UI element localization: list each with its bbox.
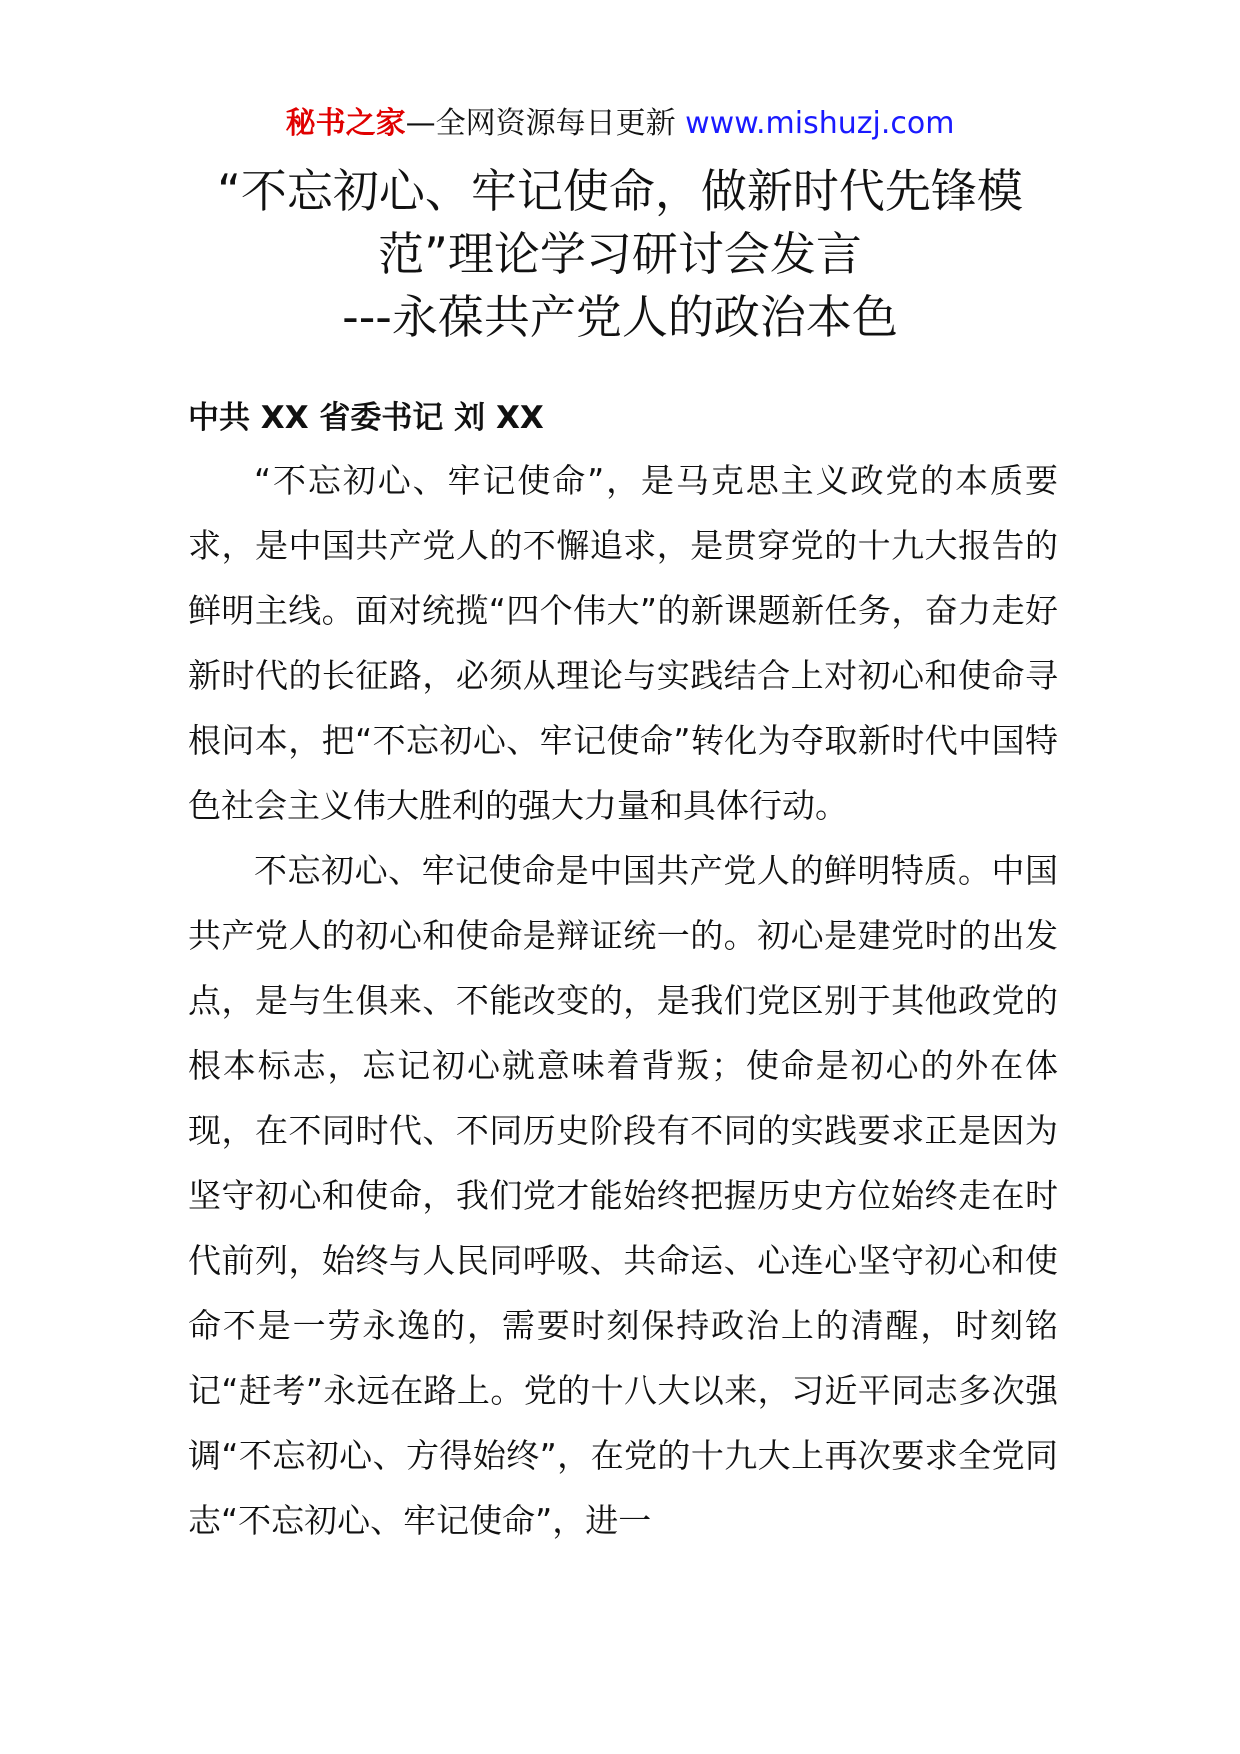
title-line-1: “不忘初心、牢记使命，做新时代先锋模 bbox=[217, 164, 1023, 218]
site-header bbox=[0, 104, 1240, 144]
document-title bbox=[170, 160, 1070, 349]
body-text bbox=[188, 448, 1058, 1553]
paragraph-1: “不忘初心、牢记使命”，是马克思主义政党的本质要求，是中国共产党人的不懈追求，是贯穿党的十九大报告的鲜明主线。面对统揽“四个伟大”的新课题新任务，奋力走好新时代的长征路，必须从理论与实践结合上对初心和使命寻根问本，把“不忘初心、牢记使命”转化为夺取新时代中国特色社会主义伟大胜利的强大力量和具体行动。 bbox=[188, 461, 1058, 825]
brand-name: 秘书之家 bbox=[285, 106, 406, 141]
title-line-3: ---永葆共产党人的政治本色 bbox=[342, 290, 898, 344]
paragraph-2: 不忘初心、牢记使命是中国共产党人的鲜明特质。中国共产党人的初心和使命是辩证统一的。初心是建党时的出发点，是与生俱来、不能改变的，是我们党区别于其他政党的根本标志，忘记初心就意味着背叛；使命是初心的外在体现，在不同时代、不同历史阶段有不同的实践要求正是因为坚守初心和使命，我们党才能始终把握历史方位始终走在时代前列，始终与人民同呼吸、共命运、心连心坚守初心和使命不是一劳永逸的，需要时刻保持政治上的清醒，时刻铭记“赶考”永远在路上。党的十八大以来，习近平同志多次强调“不忘初心、方得始终”，在党的十九大上再次要求全党同志“不忘初心、牢记使命”，进一 bbox=[188, 851, 1058, 1540]
title-line-2: 范”理论学习研讨会发言 bbox=[378, 227, 862, 281]
header-tagline: —全网资源每日更新 bbox=[405, 106, 676, 141]
site-url-link[interactable]: www.mishuzj.com bbox=[685, 106, 955, 141]
author-line: 中共 XX 省委书记 刘 XX bbox=[188, 400, 544, 436]
